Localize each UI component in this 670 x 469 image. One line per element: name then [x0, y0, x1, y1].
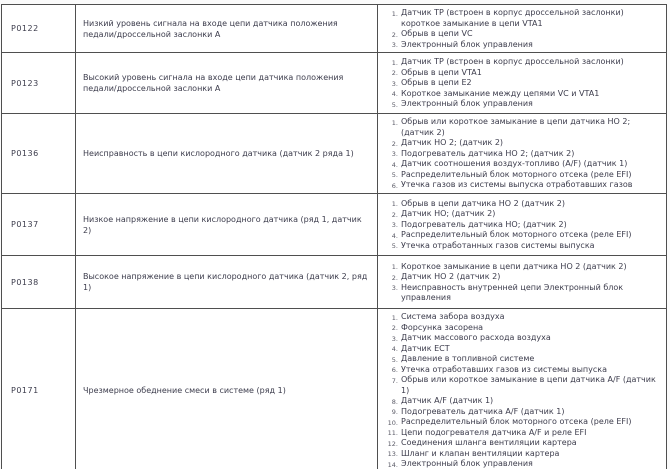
cause-item: Давление в топливной системе [401, 354, 535, 363]
dtc-description: Чрезмерное обеднение смеси в системе (ряд 1) [76, 309, 378, 469]
table-row [2, 256, 667, 309]
cause-item: Датчик ECT [401, 343, 450, 353]
dtc-description: Низкий уровень сигнала на входе цепи датчика положения педали/дроссельной заслонки А [76, 5, 378, 53]
dtc-code: P0123 [2, 53, 76, 114]
cause-item: Утечка отработавших газов из системы выпуска [401, 364, 608, 374]
dtc-description: Высокий уровень сигнала на входе цепи датчика положения педали/дроссельной заслонки А [76, 53, 378, 114]
cause-item: Датчик TP (встроен в корпус дроссельной заслонки) короткое замыкание в цепи VTA1 [401, 8, 624, 28]
cause-item: Распределительный блок моторного отсека (реле EFI) [401, 417, 632, 426]
cause-item: Датчик A/F (датчик 1) [401, 396, 494, 405]
cause-item: Датчик соотношения воздух-топливо (A/F) (датчик 1) [401, 159, 628, 169]
dtc-causes-cell [378, 256, 667, 309]
cause-item: Датчик массового расхода воздуха [401, 333, 551, 342]
cause-item: Распределительный блок моторного отсека (реле EFI) [401, 169, 632, 179]
cause-item: Датчик HO; (датчик 2) [401, 209, 496, 219]
dtc-causes-list [386, 57, 662, 110]
cause-item: Электронный блок управления [401, 39, 533, 49]
dtc-causes-cell [378, 114, 667, 194]
dtc-causes-list [386, 117, 662, 191]
cause-item: Обрыв или короткое замыкание в цепи датчика A/F (датчик 1) [401, 375, 656, 395]
cause-item: Система забора воздуха [401, 312, 505, 321]
dtc-table [1, 4, 667, 469]
cause-item: Соединения шланга вентиляции картера [401, 438, 577, 447]
cause-item: Электронный блок управления [401, 459, 533, 468]
dtc-description: Низкое напряжение в цепи кислородного датчика (ряд 1, датчик 2) [76, 194, 378, 256]
dtc-code: P0122 [2, 5, 76, 53]
dtc-causes-cell [378, 194, 667, 256]
table-row [2, 5, 667, 53]
dtc-code: P0137 [2, 194, 76, 256]
cause-item: Распределительный блок моторного отсека (реле EFI) [401, 230, 632, 240]
dtc-code: P0136 [2, 114, 76, 194]
dtc-causes-list [386, 199, 662, 252]
dtc-causes-cell [378, 53, 667, 114]
cause-item: Обрыв в цепи датчика HO 2 (датчик 2) [401, 198, 565, 208]
cause-item: Обрыв в цепи E2 [401, 78, 472, 88]
dtc-description: Высокое напряжение в цепи кислородного датчика (датчик 2, ряд 1) [76, 256, 378, 309]
cause-item: Обрыв в цепи VTA1 [401, 67, 482, 77]
cause-item: Обрыв или короткое замыкание в цепи датчика HO 2; (датчик 2) [401, 117, 631, 137]
cause-item: Датчик HO 2; (датчик 2) [401, 138, 504, 148]
cause-item: Обрыв в цепи VC [401, 29, 473, 38]
dtc-causes-list [386, 312, 662, 469]
cause-item: Короткое замыкание в цепи датчика HO 2 (датчик 2) [401, 261, 627, 271]
cause-item: Шланг и клапан вентиляции картера [401, 448, 560, 458]
cause-item: Электронный блок управления [401, 99, 533, 109]
dtc-description: Неисправность в цепи кислородного датчика (датчик 2 ряда 1) [76, 114, 378, 194]
cause-item: Цепи подогревателя датчика A/F и реле EFI [401, 427, 587, 437]
cause-item: Утечка газов из системы выпуска отработавших газов [401, 180, 633, 190]
dtc-causes-cell [378, 5, 667, 53]
cause-item: Форсунка засорена [401, 322, 484, 332]
dtc-code: P0171 [2, 309, 76, 469]
dtc-causes-list [386, 8, 662, 50]
cause-item: Короткое замыкание между цепями VC и VTA1 [401, 88, 600, 98]
cause-item: Датчик TP (встроен в корпус дроссельной заслонки) [401, 57, 624, 67]
dtc-causes-list [386, 262, 662, 304]
table-row [2, 114, 667, 194]
cause-item: Подогреватель датчика HO 2; (датчик 2) [401, 148, 575, 158]
table-row [2, 53, 667, 114]
table-row [2, 194, 667, 256]
cause-item: Подогреватель датчика HO; (датчик 2) [401, 219, 567, 229]
table-row [2, 309, 667, 469]
cause-item: Подогреватель датчика A/F (датчик 1) [401, 406, 565, 416]
dtc-code: P0138 [2, 256, 76, 309]
dtc-causes-cell [378, 309, 667, 469]
cause-item: Утечка отработанных газов системы выпуска [401, 240, 595, 250]
cause-item: Неисправность внутренней цепи Электронный блок управления [401, 282, 624, 302]
cause-item: Датчик HO 2 (датчик 2) [401, 272, 501, 281]
